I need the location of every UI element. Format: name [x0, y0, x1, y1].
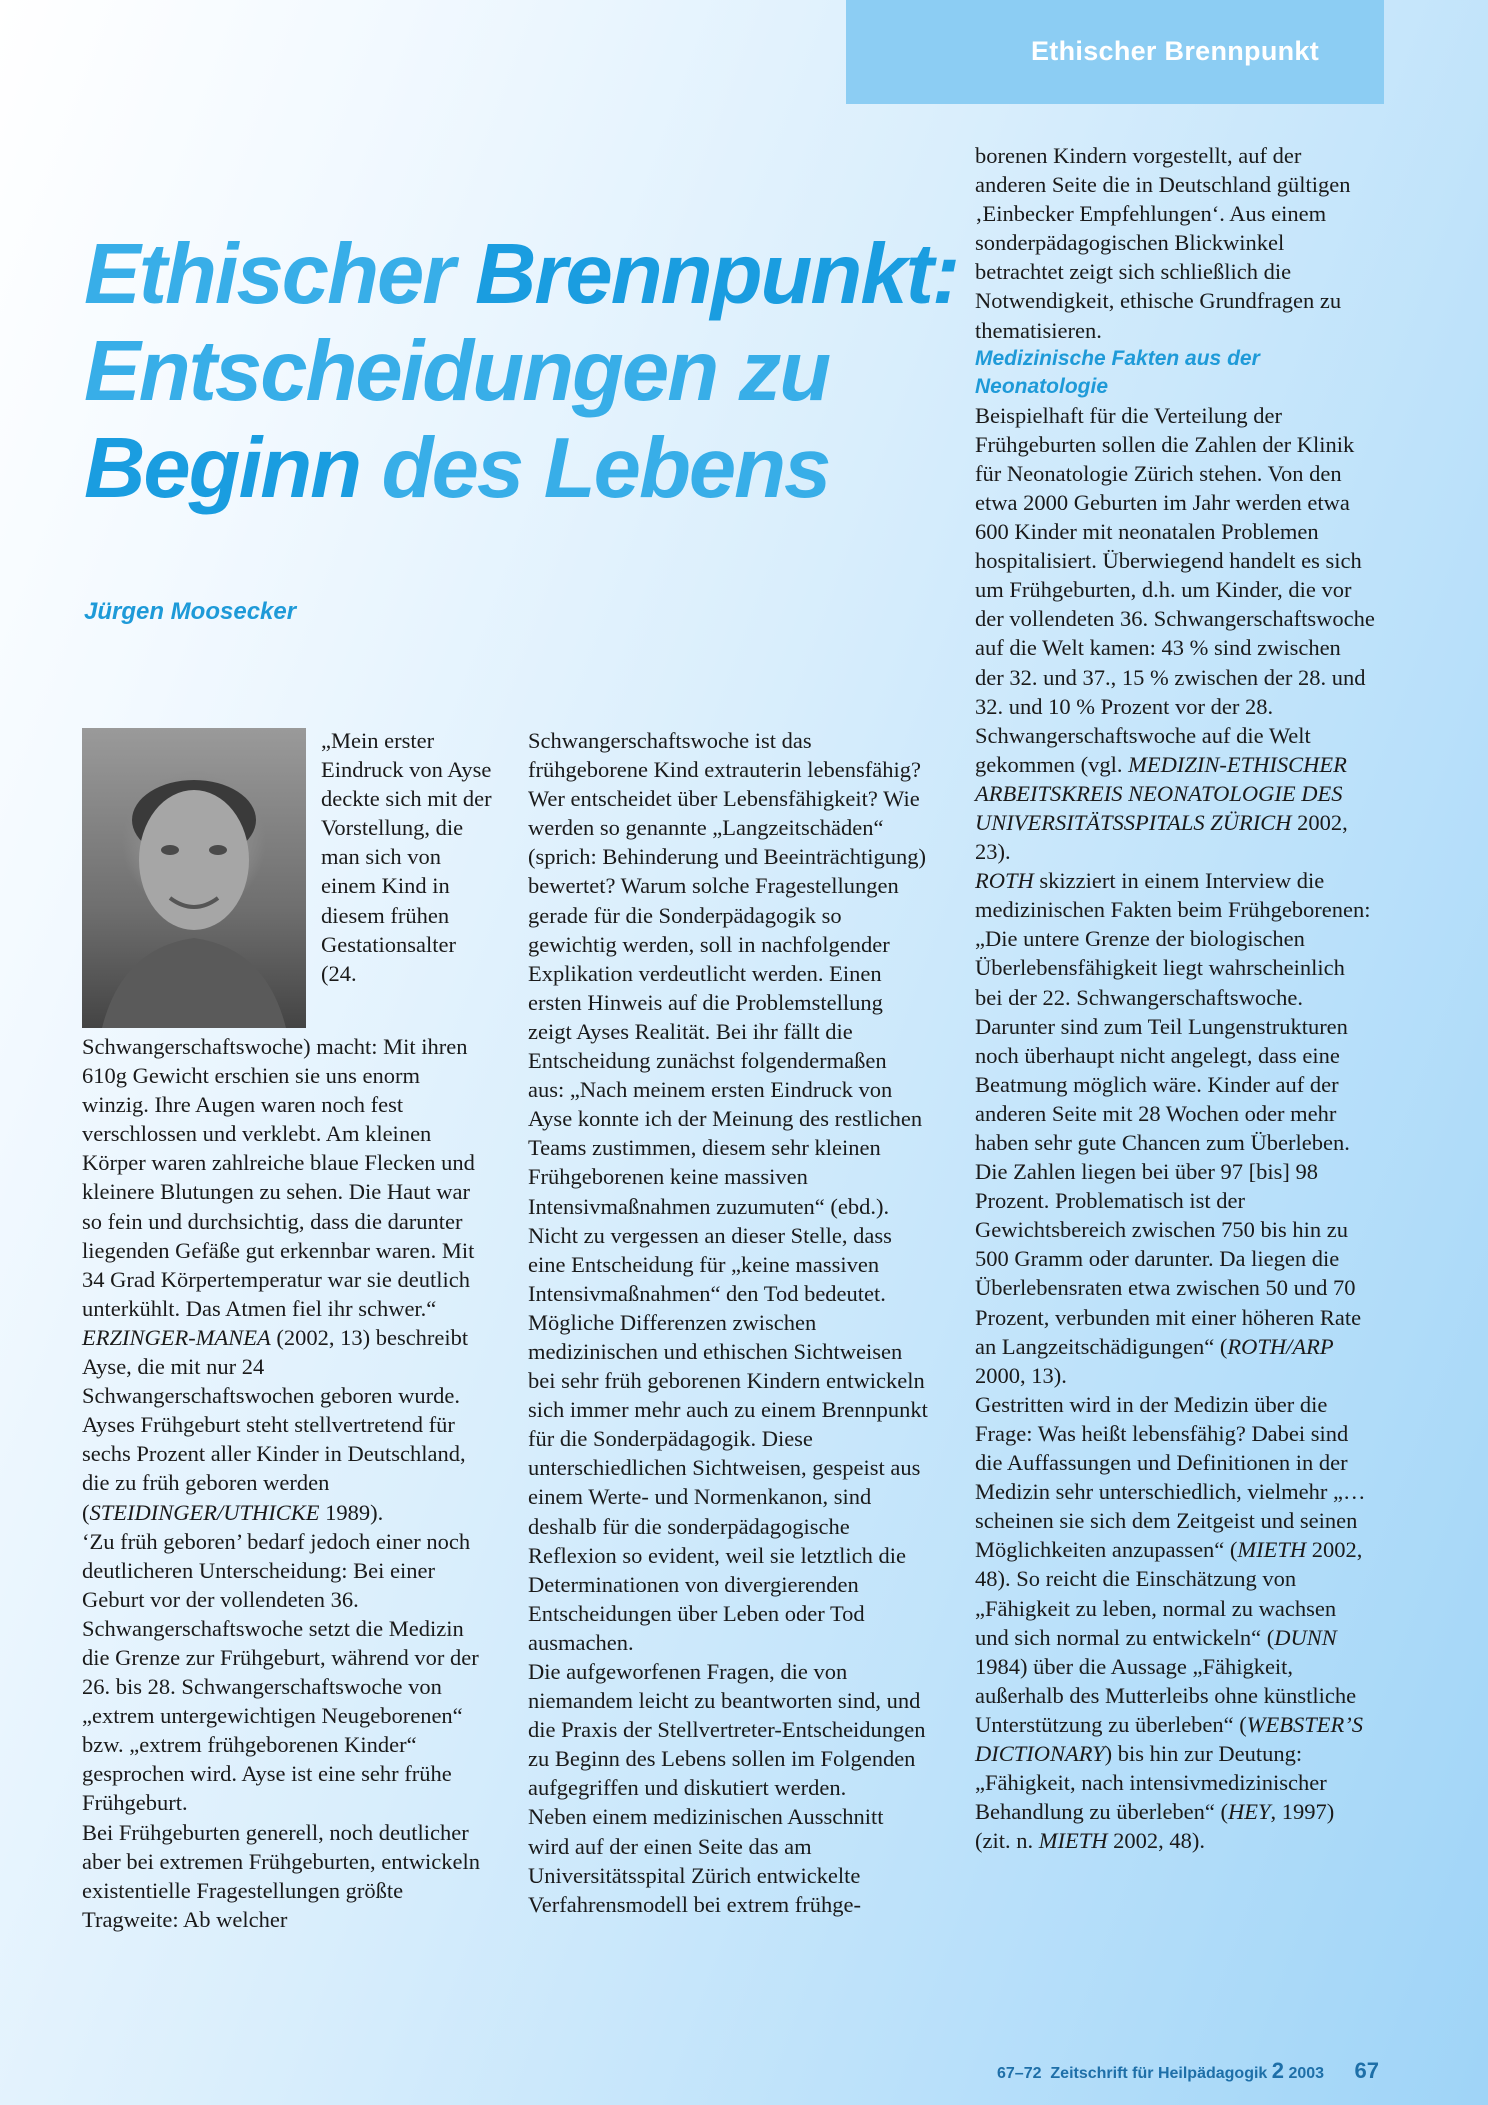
text-column-1	[82, 726, 492, 1934]
paragraph: ‘Zu früh geboren’ bedarf jedoch einer noch deutlicheren Unterscheidung: Bei einer Geburt vor der vollendeten 36. Schwangerschaftswoche setzt die Medizin die Grenze zur Frühgeburt, während vor der 26. bis 28. Schwangerschaftswoche von „extrem untergewichtigen Neugeborenen“ bzw. „extrem frühgeborenen Kinder“ gesprochen wird. Ayse ist eine sehr frühe Frühgeburt.	[82, 1528, 479, 1816]
page-number: 67	[1354, 2058, 1379, 2083]
paragraph: borenen Kindern vorgestellt, auf der anderen Seite die in Deutschland gültigen ‚Einbecker Empfehlungen‘. Aus einem sonderpädagogischen Blickwinkel betrachtet zeigt sich schließlich die Notwendigkeit, ethische Grundfragen zu thematisieren.	[975, 143, 1351, 343]
footer-journal: Zeitschrift für Heilpädagogik	[1050, 2065, 1268, 2082]
text-column-3	[975, 141, 1375, 1855]
section-header-tab	[846, 0, 1384, 104]
portrait-icon	[82, 728, 306, 1028]
footer-issue: 2	[1271, 2058, 1285, 2083]
paragraph: Mögliche Differenzen zwischen medizinischen und ethischen Sichtweisen bei sehr früh geborenen Kindern entwickeln sich immer mehr auch zu einem Brennpunkt für die Sonderpädagogik. Diese unterschiedlichen Sichtweisen, gespeist aus einem Werte- und Normenkanon, sind deshalb für die sonderpädagogische Reflexion so evident, weil sie letztlich die Determinationen von divergierenden Entscheidungen über Leben oder Tod ausmachen.	[528, 1309, 928, 1655]
author-portrait-photo	[82, 728, 306, 1028]
footer-year: 2003	[1288, 2065, 1325, 2082]
paragraph: Beispielhaft für die Verteilung der Frühgeburten sollen die Zahlen der Klinik für Neonatologie Zürich stehen. Von den etwa 2000 Geburten im Jahr werden etwa 600 Kinder mit neonatalen Problemen hospitalisiert. Überwiegend handelt es sich um Frühgeburten, d.h. um Kinder, die vor der vollendeten 36. Schwangerschaftswoche auf die Welt kamen: 43 % sind zwischen der 32. und 37., 15 % zwischen der 28. und 32. und 10 % Prozent vor der 28. Schwangerschaftswoche auf die Welt gekommen (vgl. MEDIZIN-ETHISCHER ARBEITSKREIS NEONATOLOGIE DES UNIVERSITÄTSSPITALS ZÜRICH 2002, 23). ROTH skizziert in einem Interview die medizinischen Fakten beim Frühgeborenen: „Die untere Grenze der biologischen Überlebensfähigkeit liegt wahrscheinlich bei der 22. Schwangerschaftswoche. Darunter sind zum Teil Lungenstrukturen noch überhaupt nicht angelegt, dass eine Beatmung möglich wäre. Kinder auf der anderen Seite mit 28 Wochen oder mehr haben sehr gute Chancen zum Überleben. Die Zahlen liegen bei über 97 [bis] 98 Prozent. Problematisch ist der Gewichtsbereich zwischen 750 bis hin zu 500 Gramm oder darunter. Da liegen die Überlebensraten etwa zwischen 50 und 70 Prozent, verbunden mit einer höheren Rate an Langzeitschädigungen“ (ROTH/ARP 2000, 13).	[975, 402, 1375, 1388]
title-part-3: Entscheidungen zu	[84, 324, 830, 419]
paragraph: Neben einem medizinischen Ausschnitt wird auf der einen Seite das am Universitätsspital Zürich entwickelte Verfahrensmodell bei extrem frühge-	[528, 1804, 884, 1917]
section-label: Ethischer Brennpunkt	[1031, 36, 1320, 66]
text-column-2	[528, 726, 928, 1919]
paragraph: Ayses Frühgeburt steht stellvertretend für sechs Prozent aller Kinder in Deutschland, die zu früh geboren werden (STEIDINGER/UTHICKE 1989).	[82, 1412, 466, 1525]
footer-pages: 67–72	[997, 2065, 1042, 2082]
section-subheading: Medizinische Fakten aus der Neonatologie	[975, 346, 1260, 398]
title-part-2: Brennpunkt:	[474, 227, 959, 322]
paragraph: Gestritten wird in der Medizin über die Frage: Was heißt lebensfähig? Dabei sind die Auffassungen und Definitionen in der Medizin sehr unterschiedlich, vielmehr „…scheinen sie sich dem Zeitgeist und seinen Möglichkeiten anzupassen“ (MIETH 2002, 48). So reicht die Einschätzung von „Fähigkeit zu leben, normal zu wachsen und sich normal zu entwickeln“ (DUNN 1984) über die Aussage „Fähigkeit, außerhalb des Mutterleibs ohne künstliche Unterstützung zu überleben“ (WEBSTER’S DICTIONARY) bis hin zur Deutung: „Fähigkeit, nach intensivmedizinischer Behandlung zu überleben“ (HEY, 1997) (zit. n. MIETH 2002, 48).	[975, 1391, 1366, 1854]
article-title	[84, 226, 964, 517]
paragraph: Die aufgeworfenen Fragen, die von niemandem leicht zu beantworten sind, und die Praxis der Stellvertreter-Entscheidungen zu Beginn des Lebens sollen im Folgenden aufgegriffen und diskutiert werden.	[528, 1659, 926, 1801]
paragraph: Schwangerschaftswoche ist das frühgeborene Kind extrauterin lebensfähig? Wer entscheidet über Lebensfähigkeit? Wie werden so genannte „Langzeitschäden“ (sprich: Behinderung und Beeinträchtigung) bewertet? Warum solche Fragestellungen gerade für die Sonderpädagogik so gewichtig werden, soll in nachfolgender Explikation verdeutlicht werden. Einen ersten Hinweis auf die Problemstellung zeigt Ayses Realität. Bei ihr fällt die Entscheidung zunächst folgendermaßen aus: „Nach meinem ersten Eindruck von Ayse konnte ich der Meinung des restlichen Teams zustimmen, diesem sehr kleinen Frühgeborenen keine massiven Intensivmaßnahmen zuzumuten“ (ebd.). Nicht zu vergessen an dieser Stelle, dass eine Entscheidung für „keine massiven Intensivmaßnahmen“ den Tod bedeutet.	[528, 728, 927, 1306]
title-part-4: Beginn	[84, 421, 361, 516]
paragraph: „Mein erster Eindruck von Ayse deckte sich mit der Vorstellung, die man sich von einem Kind in diesem frühen Gestationsalter (24. Schwangerschaftswoche) macht: Mit ihren 610g Gewicht erschien sie uns enorm winzig. Ihre Augen waren noch fest verschlossen und verklebt. Am kleinen Körper waren zahlreiche blaue Flecken und kleinere Blutungen zu sehen. Die Haut war so fein und durchsichtig, dass die darunter liegenden Gefäße gut erkennbar waren. Mit 34 Grad Körpertemperatur war sie deutlich unterkühlt. Das Atmen fiel ihr schwer.“ ERZINGER-MANEA (2002, 13) beschreibt Ayse, die mit nur 24 Schwangerschaftswochen geboren wurde.	[82, 728, 492, 1409]
article-author: Jürgen Moosecker	[84, 598, 297, 625]
title-part-1: Ethischer	[84, 227, 475, 322]
title-part-5: des Lebens	[360, 421, 830, 516]
page-footer	[997, 2058, 1379, 2084]
paragraph: Bei Frühgeburten generell, noch deutlicher aber bei extremen Frühgeburten, entwickeln existentielle Fragestellungen größte Tragweite: Ab welcher	[82, 1819, 480, 1932]
